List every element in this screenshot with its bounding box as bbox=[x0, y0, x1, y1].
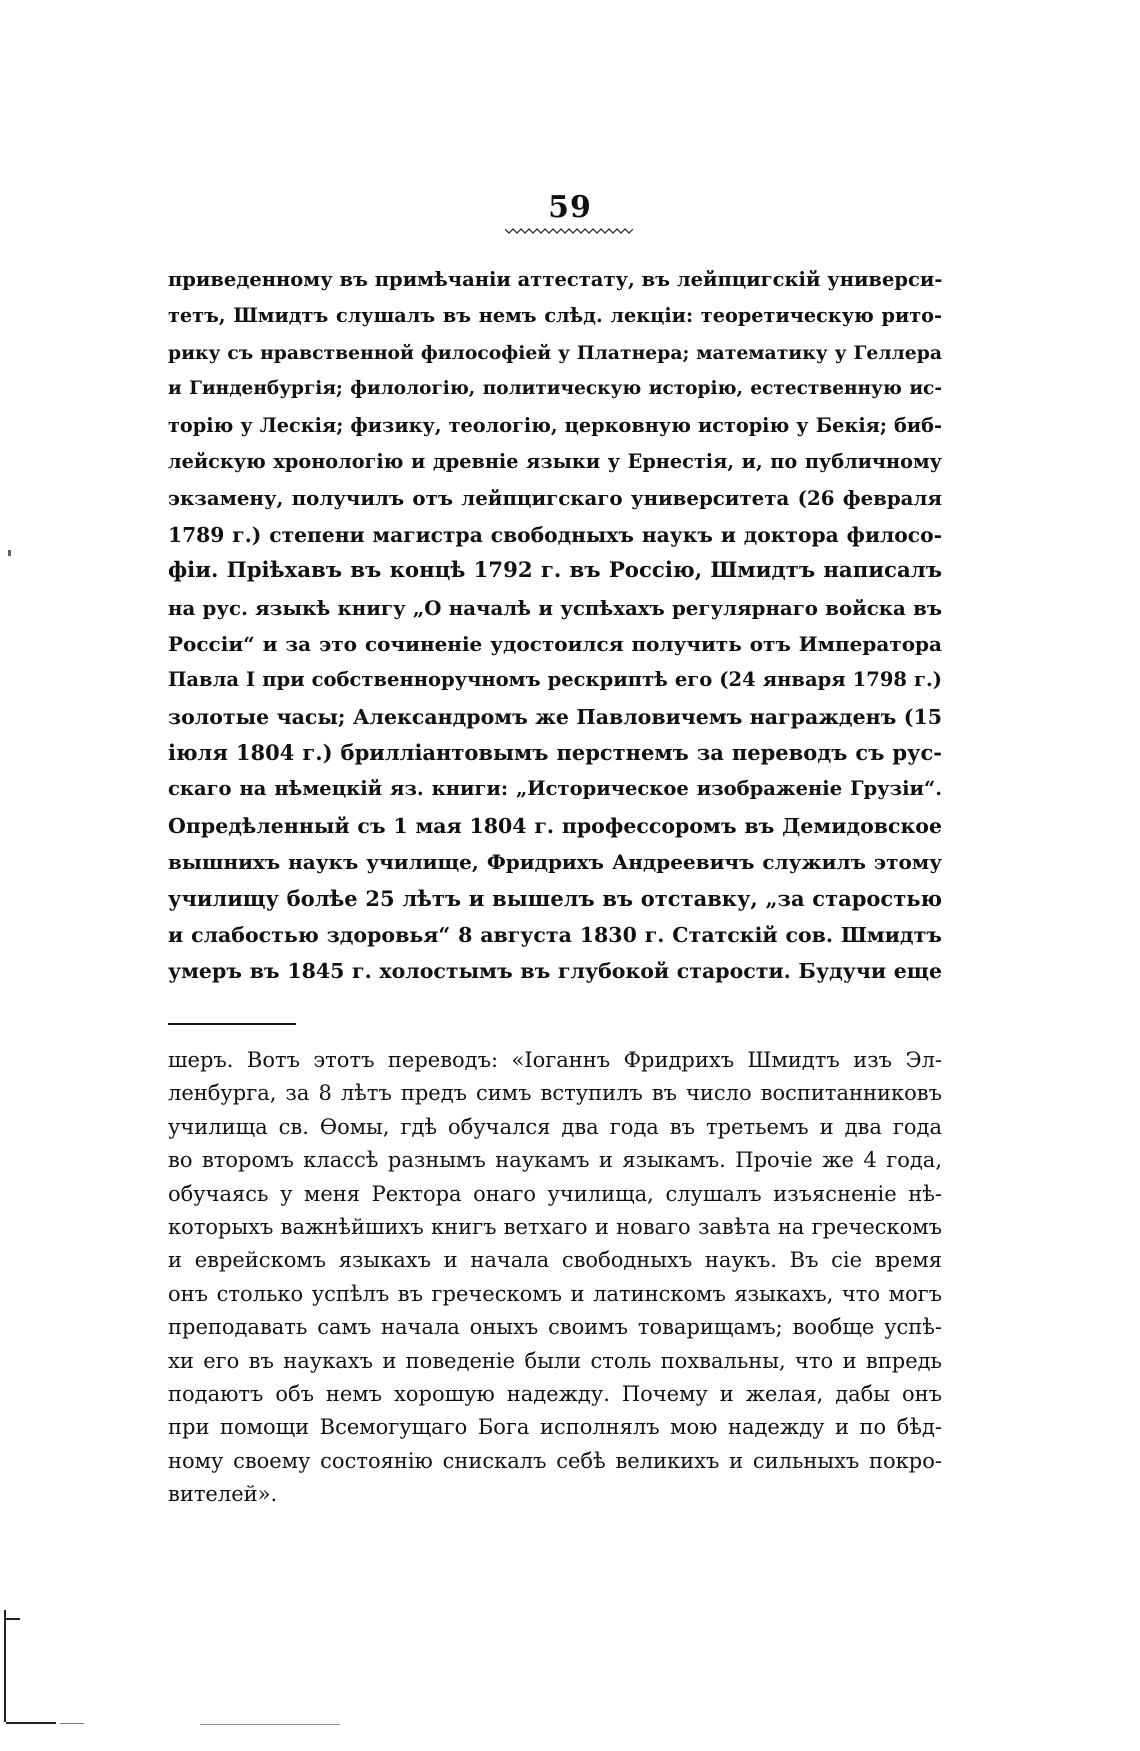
footnote-line: училища св. Ѳомы, гдѣ обучался два года въ третьемъ и два года bbox=[168, 1114, 942, 1139]
scan-speck bbox=[8, 550, 11, 556]
text-line: на рус. языкѣ книгу „О началѣ и успѣхахъ регулярнаго войска въ bbox=[168, 595, 942, 620]
text-line: вышнихъ наукъ училище, Фридрихъ Андреевичъ служилъ этому bbox=[168, 850, 942, 875]
text-line: Опредѣленный съ 1 мая 1804 г. профессоромъ въ Демидовское bbox=[168, 813, 942, 838]
footnote bbox=[168, 1044, 942, 1511]
text-line: 1789 г.) степени магистра свободныхъ наукъ и доктора филосо- bbox=[168, 522, 942, 547]
footnote-line: преподавать самъ начала оныхъ своимъ товарищамъ; вообще успѣ- bbox=[168, 1315, 942, 1340]
footnote-line: вителей». bbox=[168, 1482, 278, 1507]
footnote-line: онъ столько успѣлъ въ греческомъ и латинскомъ языкахъ, что могъ bbox=[168, 1281, 942, 1306]
footnote-line: ному своему состоянію снискалъ себѣ великихъ и сильныхъ покро- bbox=[168, 1448, 942, 1473]
text-line: и Гинденбургія; филологію, политическую исторію, естественную ис- bbox=[168, 378, 942, 400]
page-number-ornament bbox=[505, 228, 635, 234]
text-line: Россіи“ и за это сочиненіе удостоился получить отъ Императора bbox=[168, 631, 942, 656]
text-line: іюля 1804 г.) брилліантовымъ перстнемъ за переводъ съ рус- bbox=[168, 740, 942, 766]
text-line: лейскую хронологію и древніе языки у Ернестія, и, по публичному bbox=[168, 449, 942, 473]
footnote-line: шеръ. Вотъ этотъ переводъ: «Іоганнъ Фридрихъ Шмидтъ изъ Эл- bbox=[168, 1048, 942, 1072]
main-paragraph bbox=[168, 262, 942, 990]
text-line: торію у Лескія; физику, теологію, церковную исторію у Бекія; биб- bbox=[168, 413, 942, 437]
text-line: умеръ въ 1845 г. холостымъ въ глубокой старости. Будучи еще bbox=[168, 959, 942, 984]
footnote-line: при помощи Всемогущаго Бога исполнялъ мою надежду и по бѣд- bbox=[168, 1415, 942, 1440]
footnote-divider bbox=[168, 1023, 296, 1025]
text-line: скаго на нѣмецкій яз. книги: „Историческое изображеніе Грузіи“. bbox=[168, 777, 942, 801]
text-line: рику съ нравственной философіей у Платнера; математику у Геллера bbox=[168, 341, 942, 364]
scan-bottom-mark bbox=[60, 1723, 84, 1724]
text-line: и слабостью здоровья“ 8 августа 1830 г. Статскій сов. Шмидтъ bbox=[168, 923, 942, 948]
footnote-line: во второмъ классѣ разнымъ наукамъ и языкамъ. Прочіе же 4 года, bbox=[168, 1148, 942, 1173]
text-line: золотые часы; Александромъ же Павловичемъ награжденъ (15 bbox=[168, 704, 942, 729]
text-line: тетъ, Шмидтъ слушалъ въ немъ слѣд. лекціи: теоретическую рито- bbox=[168, 304, 942, 328]
scan-bottom-mark bbox=[6, 1722, 56, 1724]
text-line: фіи. Пріѣхавъ въ концѣ 1792 г. въ Россію, Шмидтъ написалъ bbox=[168, 558, 942, 584]
footnote-line: обучаясь у меня Ректора онаго училища, слушалъ изъясненіе нѣ- bbox=[168, 1181, 942, 1206]
footnote-line: ленбурга, за 8 лѣтъ предъ симъ вступилъ въ число воспитанниковъ bbox=[168, 1081, 942, 1106]
scan-edge-tick bbox=[6, 1618, 20, 1620]
footnote-line: которыхъ важнѣйшихъ книгъ ветхаго и новаго завѣта на греческомъ bbox=[168, 1214, 942, 1239]
footnote-line: подаютъ объ немъ хорошую надежду. Почему и желая, дабы онъ bbox=[168, 1381, 942, 1406]
footnote-line: хи его въ наукахъ и поведеніе были столь похвальны, что и впредь bbox=[168, 1348, 942, 1373]
scan-bottom-mark bbox=[200, 1724, 340, 1725]
text-line: училищу болѣе 25 лѣтъ и вышелъ въ отставку, „за старостью bbox=[168, 885, 942, 911]
text-line: Павла I при собственноручномъ рескриптѣ его (24 января 1798 г.) bbox=[168, 668, 942, 692]
scan-edge-mark bbox=[4, 1610, 6, 1722]
footnote-line: и еврейскомъ языкахъ и начала свободныхъ наукъ. Въ сіе время bbox=[168, 1248, 942, 1273]
text-line: экзамену, получилъ отъ лейпцигскаго университета (26 февраля bbox=[168, 486, 942, 511]
text-line: приведенному въ примѣчаніи аттестату, въ лейпцигскій универси- bbox=[168, 268, 943, 291]
page-number: 59 bbox=[548, 190, 592, 225]
